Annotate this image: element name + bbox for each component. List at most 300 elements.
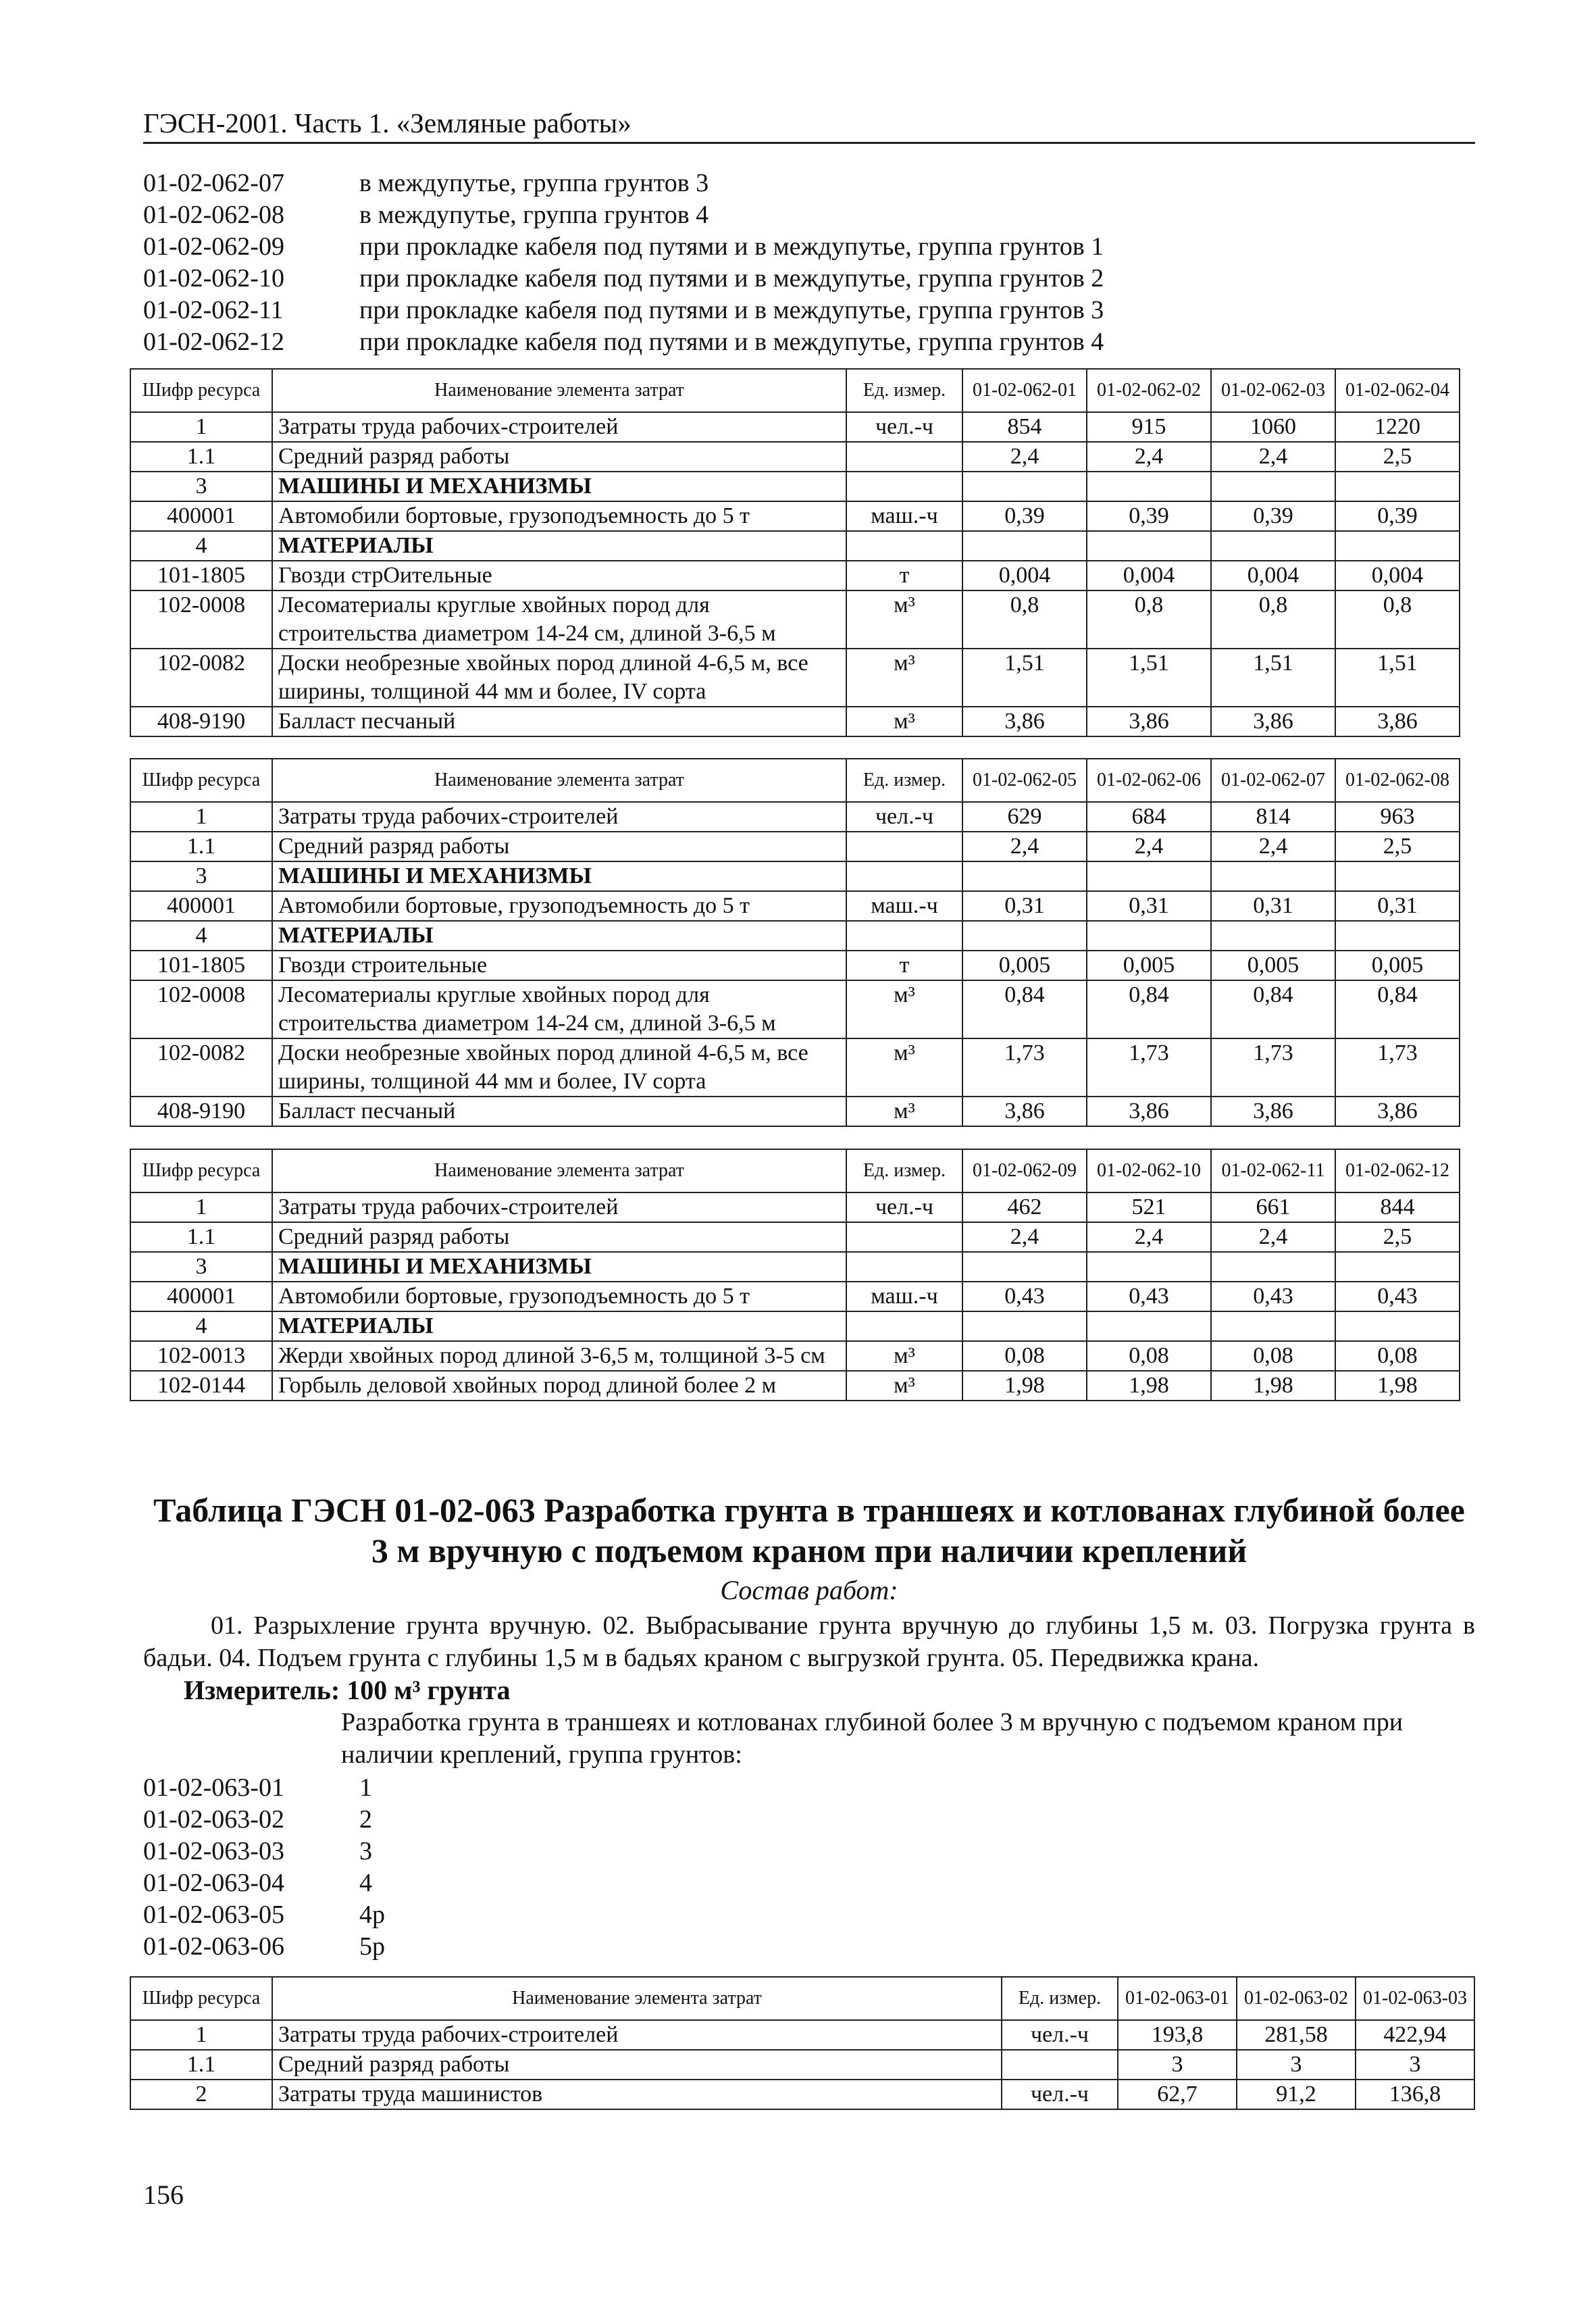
unit: маш.-ч: [846, 1282, 962, 1311]
resource-code: 102-0013: [130, 1341, 272, 1371]
resource-code: 1.1: [130, 1222, 272, 1252]
norm-value: 1,98: [1087, 1371, 1211, 1401]
table-row: [130, 2080, 1474, 2109]
header-shifr: Шифр ресурса: [130, 1149, 272, 1192]
norm-value: 1,73: [962, 1038, 1087, 1097]
cost-element-name: Доски необрезные хвойных пород длиной 4-6,5 м, все ширины, толщиной 44 мм и более, IV сорта: [272, 1038, 846, 1097]
code-row: [143, 1771, 385, 1803]
norm-value: 0,004: [1211, 561, 1335, 590]
norm-value: 3,86: [962, 1097, 1087, 1126]
resource-code: 400001: [130, 501, 272, 531]
unit: чел.-ч: [1002, 2080, 1118, 2109]
norm-value: 3,86: [962, 707, 1087, 736]
norm-value: 3: [1237, 2050, 1356, 2080]
table-row: [130, 1038, 1460, 1097]
norm-value: [1087, 531, 1211, 561]
norm-value: [962, 472, 1087, 501]
norm-value: [1087, 472, 1211, 501]
code-number: 01-02-062-09: [143, 232, 284, 261]
unit: [846, 442, 962, 472]
norm-value: 1,51: [1087, 649, 1211, 707]
unit: т: [846, 561, 962, 590]
norm-value: 2,4: [1211, 832, 1335, 861]
header-unit: Ед. измер.: [1002, 1977, 1118, 2020]
unit: м³: [846, 1341, 962, 1371]
code-description: при прокладке кабеля под путями и в междупутье, группа грунтов 4: [359, 327, 1104, 356]
norm-value: 136,8: [1356, 2080, 1474, 2109]
norm-value: 629: [962, 802, 1087, 832]
table-row: [130, 921, 1460, 951]
norm-value: 3,86: [1087, 1097, 1211, 1126]
cost-element-name: Затраты труда машинистов: [272, 2080, 1002, 2109]
resource-table-2: [130, 758, 1460, 1127]
norm-value: 2,4: [1211, 442, 1335, 472]
norm-value: 1060: [1211, 412, 1335, 442]
code-description: 4р: [359, 1900, 385, 1929]
norm-value: [962, 1311, 1087, 1341]
unit: [846, 1252, 962, 1282]
code-number: 01-02-062-08: [143, 200, 284, 229]
norm-value: [1335, 1252, 1460, 1282]
cost-element-name: Лесоматериалы круглые хвойных пород для строительства диаметром 14-24 см, длиной 3-6,5 м: [272, 980, 846, 1038]
norm-value: [1335, 861, 1460, 891]
header-name: Наименование элемента затрат: [272, 759, 846, 802]
norm-value: 0,8: [1087, 590, 1211, 649]
cost-element-name: Балласт песчаный: [272, 707, 846, 736]
norm-value: [1087, 1311, 1211, 1341]
cost-element-name: МАШИНЫ И МЕХАНИЗМЫ: [272, 1252, 846, 1282]
header-name: Наименование элемента затрат: [272, 369, 846, 412]
norm-value: [962, 531, 1087, 561]
code-description: при прокладке кабеля под путями и в междупутье, группа грунтов 1: [359, 232, 1104, 261]
norm-value: 0,004: [962, 561, 1087, 590]
resource-code: 400001: [130, 1282, 272, 1311]
header-norm-code: 01-02-062-09: [962, 1149, 1087, 1192]
unit: [1002, 2050, 1118, 2080]
resource-code: 1.1: [130, 832, 272, 861]
code-row: [143, 199, 1104, 230]
resource-code: 4: [130, 531, 272, 561]
norm-value: 0,84: [962, 980, 1087, 1038]
code-number: 01-02-063-05: [143, 1900, 284, 1929]
header-norm-code: 01-02-062-12: [1335, 1149, 1460, 1192]
table-row: [130, 531, 1460, 561]
norm-value: 2,4: [1211, 1222, 1335, 1252]
cost-element-name: Доски необрезные хвойных пород длиной 4-6,5 м, все ширины, толщиной 44 мм и более, IV сорта: [272, 649, 846, 707]
table-row: [130, 1311, 1460, 1341]
norm-value: 1,98: [1335, 1371, 1460, 1401]
table-row: [130, 861, 1460, 891]
table-row: [130, 442, 1460, 472]
table-row: [130, 802, 1460, 832]
norm-value: 915: [1087, 412, 1211, 442]
norm-value: 2,4: [1087, 1222, 1211, 1252]
resource-code: 102-0082: [130, 649, 272, 707]
norm-value: 0,39: [962, 501, 1087, 531]
norm-value: 0,84: [1211, 980, 1335, 1038]
code-row: [143, 1898, 385, 1930]
resource-code: 4: [130, 921, 272, 951]
norm-value: 0,004: [1335, 561, 1460, 590]
cost-element-name: МАТЕРИАЛЫ: [272, 1311, 846, 1341]
norm-value: 0,39: [1087, 501, 1211, 531]
header-norm-code: 01-02-062-03: [1211, 369, 1335, 412]
code-description: при прокладке кабеля под путями и в междупутье, группа грунтов 3: [359, 295, 1104, 324]
code-number: 01-02-062-10: [143, 263, 284, 293]
norm-value: 0,8: [1211, 590, 1335, 649]
norm-value: 1,51: [1335, 649, 1460, 707]
header-norm-code: 01-02-062-06: [1087, 759, 1211, 802]
resource-code: 408-9190: [130, 1097, 272, 1126]
norm-value: 0,08: [962, 1341, 1087, 1371]
header-norm-code: 01-02-062-11: [1211, 1149, 1335, 1192]
header-unit: Ед. измер.: [846, 1149, 962, 1192]
code-description: 4: [359, 1868, 372, 1897]
unit: м³: [846, 649, 962, 707]
table-title: Таблица ГЭСН 01-02-063 Разработка грунта в траншеях и котлованах глубиной более 3 м вручную с подъемом краном при наличии креплений: [153, 1491, 1465, 1569]
table-row: [130, 1192, 1460, 1222]
header-norm-code: 01-02-062-05: [962, 759, 1087, 802]
norm-value: [1335, 1311, 1460, 1341]
code-row: [143, 294, 1104, 326]
norm-value: 1,73: [1211, 1038, 1335, 1097]
norm-value: 0,84: [1335, 980, 1460, 1038]
norm-value: 91,2: [1237, 2080, 1356, 2109]
table-row: [130, 951, 1460, 980]
table-row: [130, 561, 1460, 590]
norm-value: 2,4: [962, 832, 1087, 861]
resource-code: 1.1: [130, 442, 272, 472]
table-row: [130, 832, 1460, 861]
header-norm-code: 01-02-062-01: [962, 369, 1087, 412]
code-row: [143, 1835, 385, 1867]
unit: [846, 861, 962, 891]
header-shifr: Шифр ресурса: [130, 1977, 272, 2020]
norm-value: 0,005: [1335, 951, 1460, 980]
table-row: [130, 1282, 1460, 1311]
norm-value: [1211, 1252, 1335, 1282]
norm-value: 3,86: [1335, 1097, 1460, 1126]
norm-value: 1,98: [962, 1371, 1087, 1401]
resource-table-4: [130, 1976, 1475, 2110]
norm-value: 0,08: [1087, 1341, 1211, 1371]
norm-value: 661: [1211, 1192, 1335, 1222]
unit: [846, 832, 962, 861]
norm-value: 0,39: [1335, 501, 1460, 531]
header-norm-code: 01-02-063-03: [1356, 1977, 1474, 2020]
table-row: [130, 1097, 1460, 1126]
table-row: [130, 2050, 1474, 2080]
norm-value: [1211, 531, 1335, 561]
code-description: в междупутье, группа грунтов 3: [359, 168, 709, 197]
unit: чел.-ч: [846, 1192, 962, 1222]
norm-value: 0,005: [1211, 951, 1335, 980]
cost-element-name: Лесоматериалы круглые хвойных пород для строительства диаметром 14-24 см, длиной 3-6,5 м: [272, 590, 846, 649]
table-row: [130, 2020, 1474, 2050]
code-description: при прокладке кабеля под путями и в междупутье, группа грунтов 2: [359, 263, 1104, 293]
norm-value: 1,73: [1335, 1038, 1460, 1097]
norm-value: 0,43: [1335, 1282, 1460, 1311]
norm-value: 2,5: [1335, 832, 1460, 861]
page-number: 156: [143, 2180, 184, 2210]
norm-value: 3: [1118, 2050, 1237, 2080]
norm-value: 0,43: [962, 1282, 1087, 1311]
norm-value: 2,4: [962, 442, 1087, 472]
table-row: [130, 412, 1460, 442]
code-description: в междупутье, группа грунтов 4: [359, 200, 709, 229]
header-norm-code: 01-02-062-02: [1087, 369, 1211, 412]
norm-value: 0,31: [1211, 891, 1335, 921]
table-row: [130, 590, 1460, 649]
norm-value: 2,5: [1335, 442, 1460, 472]
norm-value: 1,51: [962, 649, 1087, 707]
code-number: 01-02-063-03: [143, 1836, 284, 1865]
norm-value: 1,51: [1211, 649, 1335, 707]
code-description: 3: [359, 1836, 372, 1865]
unit: [846, 1222, 962, 1252]
table-header-row: [130, 759, 1460, 802]
table-row: [130, 980, 1460, 1038]
norm-value: 3: [1356, 2050, 1474, 2080]
unit: м³: [846, 980, 962, 1038]
norm-value: 3,86: [1211, 1097, 1335, 1126]
norm-value: 963: [1335, 802, 1460, 832]
table-row: [130, 707, 1460, 736]
cost-element-name: Средний разряд работы: [272, 1222, 846, 1252]
norm-value: 844: [1335, 1192, 1460, 1222]
header-unit: Ед. измер.: [846, 369, 962, 412]
norm-value: 854: [962, 412, 1087, 442]
norm-value: 1220: [1335, 412, 1460, 442]
unit: чел.-ч: [846, 412, 962, 442]
resource-table-1: [130, 368, 1460, 737]
cost-element-name: МАТЕРИАЛЫ: [272, 531, 846, 561]
table-row: [130, 1222, 1460, 1252]
unit: м³: [846, 707, 962, 736]
resource-code: 102-0008: [130, 980, 272, 1038]
unit: маш.-ч: [846, 891, 962, 921]
cost-element-name: Жерди хвойных пород длиной 3-6,5 м, толщиной 3-5 см: [272, 1341, 846, 1371]
cost-element-name: МАШИНЫ И МЕХАНИЗМЫ: [272, 472, 846, 501]
norm-value: 0,08: [1211, 1341, 1335, 1371]
norm-value: 3,86: [1211, 707, 1335, 736]
unit: м³: [846, 1038, 962, 1097]
unit: м³: [846, 590, 962, 649]
norm-value: [1335, 531, 1460, 561]
code-row: [143, 167, 1104, 199]
resource-code: 4: [130, 1311, 272, 1341]
norm-value: [1335, 921, 1460, 951]
running-header: ГЭСН-2001. Часть 1. «Земляные работы»: [143, 107, 1475, 144]
table-header-row: [130, 369, 1460, 412]
unit: [846, 531, 962, 561]
cost-element-name: Средний разряд работы: [272, 2050, 1002, 2080]
header-name: Наименование элемента затрат: [272, 1149, 846, 1192]
cost-element-name: Затраты труда рабочих-строителей: [272, 412, 846, 442]
resource-code: 1.1: [130, 2050, 272, 2080]
norm-value: 193,8: [1118, 2020, 1237, 2050]
table-row: [130, 1371, 1460, 1401]
resource-code: 1: [130, 1192, 272, 1222]
norm-value: 0,31: [1335, 891, 1460, 921]
norm-value: 0,39: [1211, 501, 1335, 531]
unit: [846, 921, 962, 951]
header-norm-code: 01-02-062-07: [1211, 759, 1335, 802]
table-header-row: [130, 1977, 1474, 2020]
norm-value: [1087, 861, 1211, 891]
code-description: 1: [359, 1773, 372, 1802]
unit: м³: [846, 1097, 962, 1126]
norm-value: 521: [1087, 1192, 1211, 1222]
code-number: 01-02-063-02: [143, 1805, 284, 1834]
norm-value: [1211, 1311, 1335, 1341]
resource-code: 3: [130, 1252, 272, 1282]
norm-value: 462: [962, 1192, 1087, 1222]
code-description: 5р: [359, 1932, 385, 1961]
code-number: 01-02-062-11: [143, 295, 284, 324]
code-list-063: [143, 1771, 385, 1962]
resource-code: 3: [130, 472, 272, 501]
unit: маш.-ч: [846, 501, 962, 531]
header-norm-code: 01-02-063-02: [1237, 1977, 1356, 2020]
norm-value: 0,31: [962, 891, 1087, 921]
norm-value: 1,73: [1087, 1038, 1211, 1097]
header-norm-code: 01-02-063-01: [1118, 1977, 1237, 2020]
code-row: [143, 230, 1104, 262]
norm-value: 1,98: [1211, 1371, 1335, 1401]
header-norm-code: 01-02-062-04: [1335, 369, 1460, 412]
norm-value: 0,43: [1211, 1282, 1335, 1311]
resource-code: 102-0082: [130, 1038, 272, 1097]
norm-value: 0,31: [1087, 891, 1211, 921]
works-composition-label: Состав работ:: [720, 1575, 898, 1605]
unit: [846, 472, 962, 501]
norm-value: 0,005: [962, 951, 1087, 980]
table-row: [130, 891, 1460, 921]
norm-value: [962, 921, 1087, 951]
code-number: 01-02-062-12: [143, 327, 284, 356]
norm-value: [1211, 861, 1335, 891]
cost-element-name: МАШИНЫ И МЕХАНИЗМЫ: [272, 861, 846, 891]
norm-value: 2,4: [962, 1222, 1087, 1252]
resource-code: 1: [130, 2020, 272, 2050]
norm-value: 3,86: [1087, 707, 1211, 736]
norm-value: [1087, 1252, 1211, 1282]
norm-value: 0,8: [1335, 590, 1460, 649]
cost-element-name: Затраты труда рабочих-строителей: [272, 802, 846, 832]
norm-value: 0,8: [962, 590, 1087, 649]
cost-element-name: Средний разряд работы: [272, 832, 846, 861]
unit: чел.-ч: [1002, 2020, 1118, 2050]
code-number: 01-02-063-01: [143, 1773, 284, 1802]
resource-code: 408-9190: [130, 707, 272, 736]
code-number: 01-02-062-07: [143, 168, 284, 197]
cost-element-name: Затраты труда рабочих-строителей: [272, 1192, 846, 1222]
resource-code: 101-1805: [130, 951, 272, 980]
norm-value: [1211, 472, 1335, 501]
norm-value: [1335, 472, 1460, 501]
norm-value: 0,004: [1087, 561, 1211, 590]
cost-element-name: Балласт песчаный: [272, 1097, 846, 1126]
cost-element-name: Затраты труда рабочих-строителей: [272, 2020, 1002, 2050]
norm-value: 0,43: [1087, 1282, 1211, 1311]
header-norm-code: 01-02-062-08: [1335, 759, 1460, 802]
code-number: 01-02-063-04: [143, 1868, 284, 1897]
resource-code: 3: [130, 861, 272, 891]
resource-code: 102-0144: [130, 1371, 272, 1401]
table-row: [130, 472, 1460, 501]
resource-code: 102-0008: [130, 590, 272, 649]
norm-value: [962, 1252, 1087, 1282]
cost-element-name: Гвозди строительные: [272, 951, 846, 980]
table-header-row: [130, 1149, 1460, 1192]
norm-value: 2,4: [1087, 832, 1211, 861]
norm-value: 2,4: [1087, 442, 1211, 472]
measure-description: Разработка грунта в траншеях и котлованах глубиной более 3 м вручную с подъемом краном при наличии креплений, группа грунтов:: [341, 1708, 1404, 1769]
code-list-062: [143, 167, 1104, 357]
norm-value: 0,005: [1087, 951, 1211, 980]
cost-element-name: Средний разряд работы: [272, 442, 846, 472]
header-shifr: Шифр ресурса: [130, 759, 272, 802]
norm-value: 281,58: [1237, 2020, 1356, 2050]
resource-code: 1: [130, 802, 272, 832]
table-row: [130, 1341, 1460, 1371]
header-norm-code: 01-02-062-10: [1087, 1149, 1211, 1192]
code-row: [143, 1930, 385, 1962]
norm-value: 62,7: [1118, 2080, 1237, 2109]
table-row: [130, 1252, 1460, 1282]
cost-element-name: Гвозди стрОительные: [272, 561, 846, 590]
code-description: 2: [359, 1805, 372, 1834]
norm-value: 814: [1211, 802, 1335, 832]
code-number: 01-02-063-06: [143, 1932, 284, 1961]
resource-code: 400001: [130, 891, 272, 921]
norm-value: 422,94: [1356, 2020, 1474, 2050]
unit: м³: [846, 1371, 962, 1401]
norm-value: 0,84: [1087, 980, 1211, 1038]
cost-element-name: Автомобили бортовые, грузоподъемность до 5 т: [272, 501, 846, 531]
header-name: Наименование элемента затрат: [272, 1977, 1002, 2020]
table-row: [130, 649, 1460, 707]
resource-code: 1: [130, 412, 272, 442]
norm-value: [1211, 921, 1335, 951]
norm-value: [1087, 921, 1211, 951]
cost-element-name: Автомобили бортовые, грузоподъемность до 5 т: [272, 1282, 846, 1311]
norm-value: 0,08: [1335, 1341, 1460, 1371]
norm-value: 2,5: [1335, 1222, 1460, 1252]
norm-value: 3,86: [1335, 707, 1460, 736]
norm-value: [962, 861, 1087, 891]
measure-label: Измеритель: 100 м³ грунта: [184, 1675, 511, 1705]
code-row: [143, 1867, 385, 1898]
norm-value: 684: [1087, 802, 1211, 832]
code-row: [143, 326, 1104, 357]
resource-code: 2: [130, 2080, 272, 2109]
unit: т: [846, 951, 962, 980]
resource-table-3: [130, 1149, 1460, 1401]
works-description: 01. Разрыхление грунта вручную. 02. Выбрасывание грунта вручную до глубины 1,5 м. 03. Погрузка грунта в бадьи. 04. Подъем грунта с глубины 1,5 м в бадьях краном с выгрузкой грунта. 05. Передвижка крана.: [143, 1611, 1475, 1672]
table-row: [130, 501, 1460, 531]
code-row: [143, 262, 1104, 294]
unit: чел.-ч: [846, 802, 962, 832]
cost-element-name: Автомобили бортовые, грузоподъемность до 5 т: [272, 891, 846, 921]
cost-element-name: МАТЕРИАЛЫ: [272, 921, 846, 951]
cost-element-name: Горбыль деловой хвойных пород длиной более 2 м: [272, 1371, 846, 1401]
resource-code: 101-1805: [130, 561, 272, 590]
unit: [846, 1311, 962, 1341]
code-row: [143, 1803, 385, 1835]
header-unit: Ед. измер.: [846, 759, 962, 802]
